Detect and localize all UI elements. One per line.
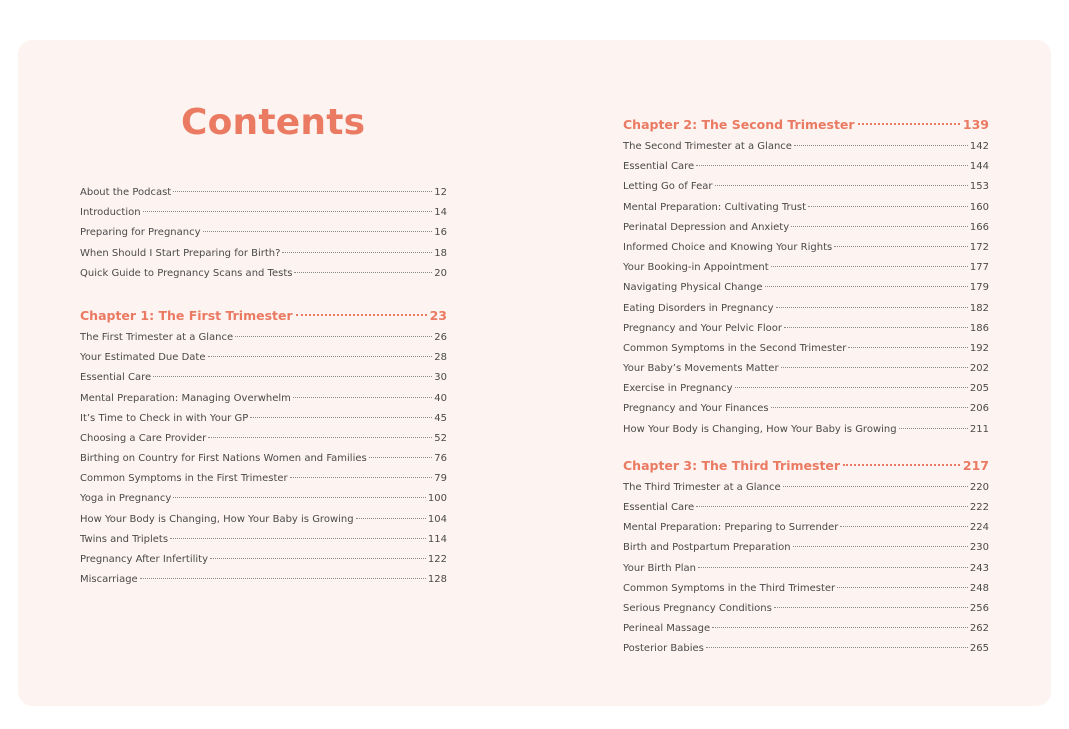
toc-entry-page-number: 142 — [969, 141, 989, 152]
toc-entry-label: The Third Trimester at a Glance — [623, 481, 781, 493]
toc-entry-label: Navigating Physical Change — [623, 282, 763, 294]
intro-list — [80, 183, 447, 284]
toc-entry-label: Common Symptoms in the First Trimester — [80, 473, 288, 485]
toc-entry[interactable] — [80, 570, 447, 590]
toc-entry[interactable] — [623, 198, 989, 218]
toc-entry-page-number: 153 — [969, 181, 989, 193]
toc-entry-page-number: 224 — [969, 522, 989, 534]
dot-leader — [837, 587, 968, 588]
dot-leader — [170, 538, 426, 539]
toc-entry-label: Perineal Massage — [623, 623, 711, 635]
toc-entry-label: Miscarriage — [80, 574, 138, 586]
toc-entry[interactable] — [80, 469, 447, 489]
toc-entry-page-number: 160 — [969, 201, 989, 213]
toc-entry[interactable] — [623, 579, 989, 599]
toc-entry[interactable] — [623, 619, 989, 639]
chapter-heading-page-number: 139 — [962, 117, 989, 132]
contents-left-column — [80, 183, 447, 590]
toc-entry-page-number: 76 — [434, 453, 447, 465]
toc-entry-page-number: 16 — [434, 227, 447, 239]
toc-entry-page-number: 211 — [969, 423, 989, 435]
toc-entry[interactable] — [623, 639, 989, 659]
dot-leader — [696, 506, 968, 507]
chapter-heading-page-number: 217 — [962, 457, 989, 473]
toc-entry[interactable] — [80, 449, 447, 469]
dot-leader — [858, 123, 960, 125]
dot-leader — [808, 206, 968, 207]
toc-entry-page-number: 179 — [969, 282, 989, 294]
toc-entry[interactable] — [80, 409, 447, 429]
page-title: Contents — [181, 102, 366, 143]
book-spread — [18, 40, 1051, 706]
toc-entry-page-number: 192 — [969, 342, 989, 354]
toc-entry-page-number: 186 — [969, 322, 989, 334]
dot-leader — [712, 627, 968, 628]
toc-entry-page-number: 52 — [434, 432, 447, 444]
dot-leader — [771, 407, 968, 408]
toc-entry[interactable] — [80, 429, 447, 449]
toc-entry[interactable] — [623, 359, 989, 379]
toc-entry[interactable] — [623, 177, 989, 197]
toc-entry[interactable] — [623, 299, 989, 319]
dot-leader — [776, 307, 968, 308]
toc-entry-page-number: 100 — [427, 493, 447, 505]
toc-entry-label: Your Birth Plan — [623, 562, 696, 574]
toc-entry[interactable] — [80, 328, 447, 348]
toc-entry-page-number: 205 — [969, 383, 989, 395]
dot-leader — [771, 266, 968, 267]
dot-leader — [250, 417, 432, 418]
toc-entry-label: Your Estimated Due Date — [80, 352, 206, 364]
dot-leader — [282, 252, 432, 253]
toc-entry-label: Twins and Triplets — [80, 533, 169, 545]
toc-entry[interactable] — [80, 489, 447, 509]
dot-leader — [140, 578, 426, 579]
dot-leader — [203, 231, 433, 232]
dot-leader — [208, 437, 432, 438]
toc-entry-label: Pregnancy and Your Pelvic Floor — [623, 322, 783, 334]
dot-leader — [143, 211, 433, 212]
dot-leader — [791, 226, 968, 227]
dot-leader — [356, 518, 426, 519]
toc-entry[interactable] — [80, 348, 447, 368]
toc-entry-page-number: 14 — [434, 207, 447, 219]
toc-entry[interactable] — [623, 379, 989, 399]
toc-entry-label: Essential Care — [623, 502, 695, 513]
dot-leader — [696, 165, 968, 166]
toc-entry-page-number: 128 — [427, 574, 447, 586]
dot-leader — [765, 286, 968, 287]
toc-entry-page-number: 79 — [434, 473, 447, 485]
dot-leader — [290, 477, 433, 478]
chapter-heading-page-number: 23 — [429, 307, 447, 323]
toc-entry-label: Common Symptoms in the Third Trimester — [623, 582, 836, 594]
toc-entry-page-number: 144 — [969, 161, 989, 173]
toc-entry[interactable] — [80, 223, 447, 243]
dot-leader — [210, 558, 426, 559]
toc-entry-label: Essential Care — [80, 372, 152, 384]
toc-entry[interactable] — [623, 339, 989, 359]
dot-leader — [840, 526, 968, 527]
dot-leader — [834, 246, 968, 247]
toc-entry-label: Your Baby’s Movements Matter — [623, 363, 779, 375]
toc-entry-page-number: 166 — [969, 221, 989, 233]
chapter-heading[interactable] — [623, 113, 989, 137]
toc-entry[interactable] — [623, 278, 989, 298]
toc-entry-label: Informed Choice and Knowing Your Rights — [623, 241, 833, 253]
dot-leader — [293, 397, 432, 398]
toc-entry-page-number: 248 — [969, 582, 989, 594]
dot-leader — [783, 486, 968, 487]
toc-entry-page-number: 262 — [969, 623, 989, 635]
dot-leader — [715, 185, 968, 186]
toc-entry-page-number: 114 — [427, 533, 447, 545]
toc-entry-label: Your Booking-in Appointment — [623, 262, 769, 274]
dot-leader — [208, 356, 433, 357]
toc-entry[interactable] — [623, 137, 989, 157]
toc-entry[interactable] — [623, 538, 989, 558]
toc-entry-label: How Your Body is Changing, How Your Baby is Growing — [80, 513, 354, 525]
toc-entry[interactable] — [623, 420, 989, 440]
toc-entry-page-number: 206 — [969, 403, 989, 415]
chapter-heading-label: Chapter 1: The First Trimester — [80, 307, 293, 323]
toc-entry[interactable] — [623, 319, 989, 339]
toc-entry[interactable] — [80, 530, 447, 550]
dot-leader — [793, 546, 968, 547]
chapter-heading-label: Chapter 2: The Second Trimester — [623, 117, 855, 132]
dot-leader — [899, 428, 968, 429]
toc-entry[interactable] — [623, 559, 989, 579]
toc-entry-page-number: 230 — [969, 542, 989, 554]
toc-entry-page-number: 12 — [434, 187, 447, 198]
dot-leader — [781, 367, 968, 368]
toc-entry[interactable] — [623, 599, 989, 619]
toc-entry-label: Posterior Babies — [623, 643, 704, 655]
toc-entry[interactable] — [80, 183, 447, 203]
dot-leader — [794, 145, 968, 146]
chapter-heading[interactable] — [623, 454, 989, 478]
toc-entry[interactable] — [623, 157, 989, 177]
contents-right-column — [623, 113, 989, 660]
toc-entry-page-number: 243 — [969, 562, 989, 574]
toc-entry-page-number: 122 — [427, 554, 447, 565]
chapter-heading[interactable] — [80, 304, 447, 328]
toc-entry-label: Essential Care — [623, 161, 695, 173]
toc-entry-page-number: 30 — [434, 372, 447, 384]
toc-entry-page-number: 26 — [434, 331, 447, 343]
toc-entry-label: Serious Pregnancy Conditions — [623, 602, 772, 614]
dot-leader — [698, 567, 968, 568]
toc-entry-page-number: 172 — [969, 241, 989, 253]
toc-entry-page-number: 28 — [434, 352, 447, 364]
toc-entry-page-number: 222 — [969, 502, 989, 513]
toc-entry-page-number: 256 — [969, 602, 989, 614]
toc-entry[interactable] — [623, 258, 989, 278]
toc-entry-label: Common Symptoms in the Second Trimester — [623, 342, 847, 354]
toc-entry-label: Birthing on Country for First Nations Women and Families — [80, 453, 367, 465]
dot-leader — [735, 387, 968, 388]
dot-leader — [153, 376, 432, 377]
toc-entry-label: About the Podcast — [80, 187, 172, 198]
toc-entry-label: Mental Preparation: Managing Overwhelm — [80, 392, 291, 404]
toc-entry[interactable] — [623, 478, 989, 498]
toc-entry-label: Exercise in Pregnancy — [623, 383, 733, 395]
toc-entry-label: Preparing for Pregnancy — [80, 227, 201, 239]
toc-entry-label: Introduction — [80, 207, 141, 219]
dot-leader — [843, 464, 960, 466]
dot-leader — [369, 457, 433, 458]
toc-entry[interactable] — [623, 238, 989, 258]
toc-entry[interactable] — [80, 550, 447, 570]
toc-entry-page-number: 177 — [969, 262, 989, 274]
toc-entry-label: Pregnancy After Infertility — [80, 554, 209, 565]
chapter-3-section — [623, 454, 989, 660]
toc-entry-label: Pregnancy and Your Finances — [623, 403, 769, 415]
toc-entry[interactable] — [80, 203, 447, 223]
dot-leader — [173, 191, 432, 192]
toc-entry[interactable] — [623, 518, 989, 538]
toc-entry-page-number: 202 — [969, 363, 989, 375]
toc-entry-label: Mental Preparation: Preparing to Surrender — [623, 522, 839, 534]
toc-entry-label: It’s Time to Check in with Your GP — [80, 412, 249, 424]
toc-entry[interactable] — [80, 264, 447, 284]
toc-entry[interactable] — [623, 399, 989, 419]
toc-entry-label: Letting Go of Fear — [623, 181, 713, 193]
toc-entry-label: Mental Preparation: Cultivating Trust — [623, 201, 807, 213]
toc-entry-page-number: 45 — [434, 412, 447, 424]
toc-entry[interactable] — [623, 218, 989, 238]
chapter-2-section — [623, 113, 989, 440]
toc-entry[interactable] — [623, 498, 989, 518]
toc-entry-page-number: 20 — [434, 267, 447, 279]
toc-entry-label: The Second Trimester at a Glance — [623, 141, 792, 152]
toc-entry-label: When Should I Start Preparing for Birth? — [80, 247, 281, 259]
toc-entry-page-number: 182 — [969, 302, 989, 314]
chapter-heading-label: Chapter 3: The Third Trimester — [623, 457, 841, 473]
chapter-1-section — [80, 304, 447, 590]
dot-leader — [784, 327, 968, 328]
toc-entry-label: Yoga in Pregnancy — [80, 493, 172, 505]
dot-leader — [296, 314, 427, 316]
toc-entry-label: Quick Guide to Pregnancy Scans and Tests — [80, 267, 293, 279]
toc-entry-label: Eating Disorders in Pregnancy — [623, 302, 774, 314]
dot-leader — [173, 497, 426, 498]
dot-leader — [294, 272, 432, 273]
toc-entry-page-number: 18 — [434, 247, 447, 259]
toc-entry-page-number: 220 — [969, 481, 989, 493]
toc-entry[interactable] — [80, 510, 447, 530]
toc-entry-label: Birth and Postpartum Preparation — [623, 542, 791, 554]
toc-entry-label: Choosing a Care Provider — [80, 432, 207, 444]
toc-entry-label: Perinatal Depression and Anxiety — [623, 221, 790, 233]
toc-entry-label: The First Trimester at a Glance — [80, 331, 234, 343]
dot-leader — [774, 607, 968, 608]
toc-entry-label: How Your Body is Changing, How Your Baby is Growing — [623, 423, 897, 435]
toc-entry[interactable] — [80, 389, 447, 409]
dot-leader — [706, 647, 968, 648]
toc-entry[interactable] — [80, 368, 447, 388]
toc-entry-page-number: 104 — [427, 513, 447, 525]
toc-entry[interactable] — [80, 244, 447, 264]
dot-leader — [848, 347, 967, 348]
toc-entry-page-number: 265 — [969, 643, 989, 655]
toc-entry-page-number: 40 — [434, 392, 447, 404]
dot-leader — [235, 336, 432, 337]
